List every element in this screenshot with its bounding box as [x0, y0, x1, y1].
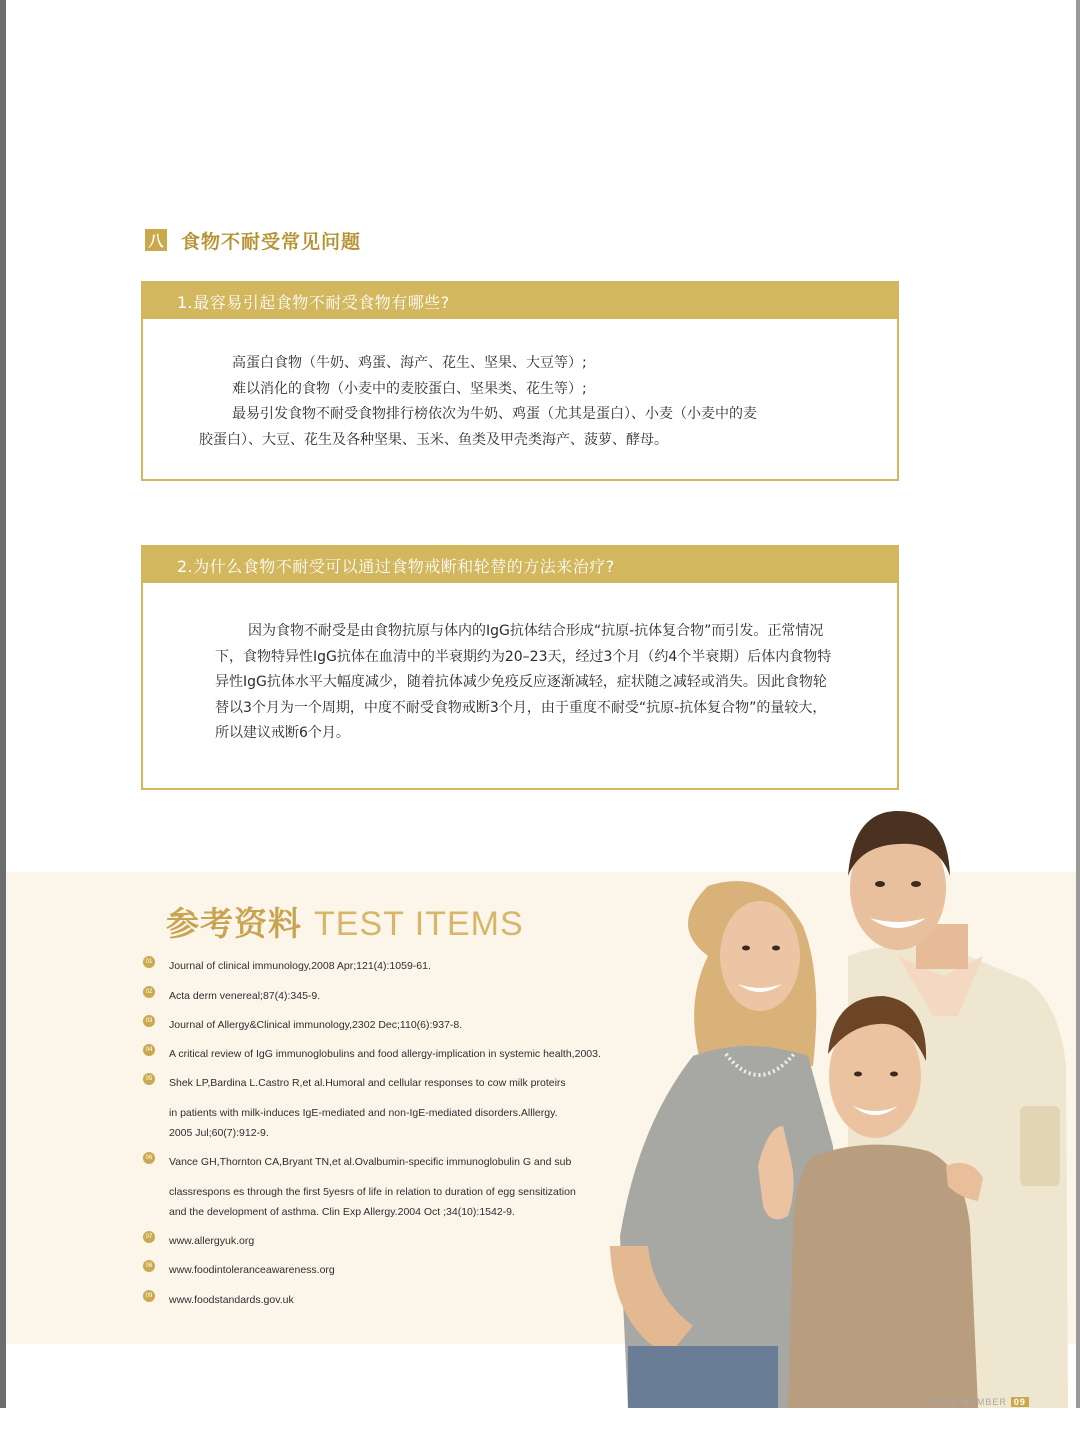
- reference-number-icon: 07: [143, 1231, 155, 1243]
- qa-box-1: [141, 281, 899, 481]
- reference-number-icon: 08: [143, 1260, 155, 1272]
- answer-1-line: 胶蛋白）、大豆、花生及各种坚果、玉米、鱼类及甲壳类海产、菠萝、酵母。: [199, 431, 668, 448]
- reference-text: A critical review of IgG immunoglobulins and food allergy-implication in systemic health,2003.: [169, 1048, 601, 1060]
- reference-item: [143, 1044, 601, 1064]
- reference-number-icon: 04: [143, 1044, 155, 1056]
- reference-text: Journal of Allergy&Clinical immunology,2302 Dec;110(6):937-8.: [169, 1019, 463, 1031]
- section-title: 食物不耐受常见问题: [181, 230, 362, 253]
- reference-text: Shek LP,Bardina L.Castro R,et al.Humoral and cellular responses to cow milk proteirs: [169, 1077, 566, 1089]
- references-title: [166, 898, 524, 945]
- reference-item: [143, 1152, 576, 1222]
- qa-box-2: [141, 545, 899, 790]
- reference-number-icon: 02: [143, 986, 155, 998]
- question-2: 2.为什么食物不耐受可以通过食物戒断和轮替的方法来治疗?: [143, 547, 897, 583]
- reference-number-icon: 03: [143, 1015, 155, 1027]
- family-photo: [598, 806, 1070, 1408]
- answer-1-line: 高蛋白食物（牛奶、鸡蛋、海产、花生、坚果、大豆等）;: [232, 355, 587, 371]
- reference-link: www.foodintoleranceawareness.org: [169, 1264, 335, 1276]
- reference-item: [143, 1290, 294, 1310]
- page-bottom-margin: [0, 1408, 1080, 1436]
- reference-item: [143, 956, 431, 976]
- references-title-en: TEST ITEMS: [314, 905, 524, 943]
- page-number-value: 09: [1011, 1397, 1029, 1407]
- reference-text: in patients with milk-induces IgE-mediated and non-IgE-mediated disorders.Alllergy.: [169, 1107, 558, 1119]
- reference-text: and the development of asthma. Clin Exp Allergy.2004 Oct ;34(10):1542-9.: [169, 1206, 515, 1218]
- reference-text: Journal of clinical immunology,2008 Apr;121(4):1059-61.: [169, 960, 431, 972]
- page-right-edge: [1076, 0, 1080, 1436]
- references-title-cn: 参考资料: [166, 904, 302, 943]
- reference-item: [143, 986, 320, 1006]
- page-number: [930, 1397, 1029, 1407]
- answer-1-line: 难以消化的食物（小麦中的麦胶蛋白、坚果类、花生等）;: [232, 380, 587, 397]
- question-1: 1.最容易引起食物不耐受食物有哪些?: [143, 283, 897, 319]
- reference-link: www.foodstandards.gov.uk: [169, 1294, 294, 1306]
- reference-link: www.allergyuk.org: [169, 1235, 255, 1247]
- section-heading: [145, 226, 361, 254]
- reference-item: [143, 1231, 254, 1251]
- answer-1-line: 最易引发食物不耐受食物排行榜依次为牛奶、鸡蛋（尤其是蛋白）、小麦（小麦中的麦: [232, 406, 757, 422]
- reference-item: [143, 1073, 566, 1143]
- reference-text: Acta derm venereal;87(4):345-9.: [169, 990, 321, 1002]
- answer-2: 因为食物不耐受是由食物抗原与体内的IgG抗体结合形成“抗原-抗体复合物”而引发。正常情况下，食物特异性IgG抗体在血清中的半衰期约为20–23天，经过3个月（约4个半衰期）后体内食物特异性IgG抗体水平大幅度减少，随着抗体减少免疫反应逐渐减轻，症状随之减轻或消失。因此食物轮替以3个月为一个周期，中度不耐受食物戒断3个月，由于重度不耐受“抗原-抗体复合物”的量较大，所以建议戒断6个月。: [215, 623, 832, 741]
- reference-number-icon: 06: [143, 1152, 155, 1164]
- page-number-label: PAGE NUMBER: [930, 1397, 1007, 1407]
- reference-item: [143, 1260, 335, 1280]
- reference-text: Vance GH,Thornton CA,Bryant TN,et al.Ovalbumin-specific immunoglobulin G and sub: [169, 1156, 572, 1168]
- reference-number-icon: 01: [143, 956, 155, 968]
- reference-text: classrespons es through the first 5yesrs of life in relation to duration of egg sensitization: [169, 1186, 576, 1198]
- section-number-badge: 八: [145, 229, 167, 251]
- reference-number-icon: 05: [143, 1073, 155, 1085]
- reference-number-icon: 09: [143, 1290, 155, 1302]
- reference-item: [143, 1015, 462, 1035]
- answer-1: [143, 319, 897, 453]
- reference-text: 2005 Jul;60(7):912-9.: [169, 1127, 269, 1139]
